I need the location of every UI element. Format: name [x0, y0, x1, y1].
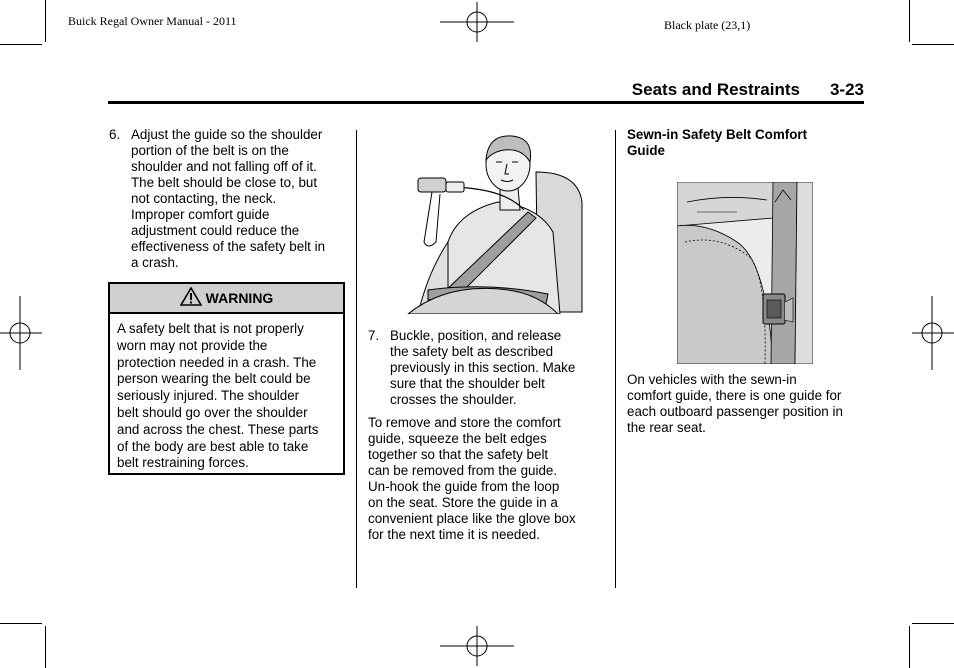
text-line: belt should go over the shoulder: [117, 404, 308, 420]
crop-mark: [912, 623, 954, 624]
text-line: On vehicles with the sewn-in: [627, 372, 797, 387]
text-line: Buckle, position, and release: [390, 328, 562, 343]
text-line: sure that the shoulder belt: [390, 376, 545, 391]
remove-guide-paragraph: [368, 415, 608, 543]
text-line: protection needed in a crash. The: [117, 354, 317, 370]
manual-title: Buick Regal Owner Manual - 2011: [68, 14, 237, 28]
text-line: adjustment could reduce the: [131, 223, 300, 238]
crop-mark: [909, 0, 910, 42]
crop-mark: [909, 626, 910, 668]
registration-mark: [440, 626, 514, 666]
text-line: together so that the safety belt: [368, 447, 549, 462]
warning-title: WARNING: [205, 290, 274, 306]
page-number: 3-23: [829, 80, 864, 99]
text-line: Adjust the guide so the shoulder: [131, 127, 323, 142]
warning-box: [108, 282, 345, 475]
text-line: portion of the belt is on the: [131, 143, 289, 158]
text-line: person wearing the belt could be: [117, 371, 311, 387]
text-line: Improper comfort guide: [131, 207, 270, 222]
text-line: comfort guide, there is one guide for: [627, 388, 842, 403]
crop-mark: [45, 0, 46, 42]
text-line: on the seat. Store the guide in a: [368, 495, 558, 510]
crop-mark: [0, 623, 42, 624]
step-number: 6.: [109, 127, 121, 142]
text-line: To remove and store the comfort: [368, 415, 561, 430]
text-line: not contacting, the neck.: [131, 191, 277, 206]
text-line: the rear seat.: [627, 420, 706, 435]
registration-mark: [912, 296, 954, 370]
column-divider: [615, 130, 616, 588]
plate-label: Black plate (23,1): [664, 18, 751, 32]
page-header: [600, 80, 864, 100]
text-line: can be removed from the guide.: [368, 463, 558, 478]
text-line: A safety belt that is not properly: [117, 321, 304, 336]
text-line: The belt should be close to, but: [131, 175, 318, 190]
text-line: previously in this section. Make: [390, 360, 576, 375]
text-line: Un-hook the guide from the loop: [368, 479, 560, 494]
text-line: guide, squeeze the belt edges: [368, 431, 547, 446]
text-line: effectiveness of the safety belt in: [131, 239, 326, 254]
text-line: worn may not provide the: [117, 337, 268, 353]
text-line: a crash.: [131, 255, 179, 270]
text-line: shoulder and not falling off of it.: [131, 159, 317, 174]
warning-text: [117, 321, 343, 472]
text-line: convenient place like the glove box: [368, 511, 576, 526]
sewn-in-guide-paragraph: [627, 372, 863, 436]
step-text: [131, 127, 325, 271]
text-line: each outboard passenger position in: [627, 404, 843, 419]
seatbelt-person-illustration: [388, 132, 584, 314]
warning-triangle-icon: [180, 287, 202, 306]
text-line: for the next time it is needed.: [368, 527, 540, 542]
section-title: Seats and Restraints: [631, 80, 800, 99]
crop-mark: [0, 44, 42, 45]
text-line: the safety belt as described: [390, 344, 554, 359]
header-rule: [108, 101, 864, 104]
subsection-heading: [627, 127, 863, 159]
text-line: Guide: [627, 143, 665, 158]
sewn-in-guide-illustration: [677, 182, 813, 364]
text-line: crosses the shoulder.: [390, 392, 517, 407]
crop-mark: [45, 626, 46, 668]
crop-mark: [912, 44, 954, 45]
text-line: Sewn-in Safety Belt Comfort: [627, 127, 808, 142]
registration-mark: [440, 2, 514, 42]
registration-mark: [0, 296, 42, 370]
column-divider: [356, 130, 357, 588]
text-line: belt restraining forces.: [117, 455, 249, 471]
text-line: of the body are best able to take: [117, 438, 309, 454]
text-line: and across the chest. These parts: [117, 421, 319, 437]
step-number: 7.: [368, 328, 380, 343]
text-line: seriously injured. The shoulder: [117, 388, 300, 404]
warning-header: [110, 284, 343, 314]
step-text: [390, 328, 575, 408]
